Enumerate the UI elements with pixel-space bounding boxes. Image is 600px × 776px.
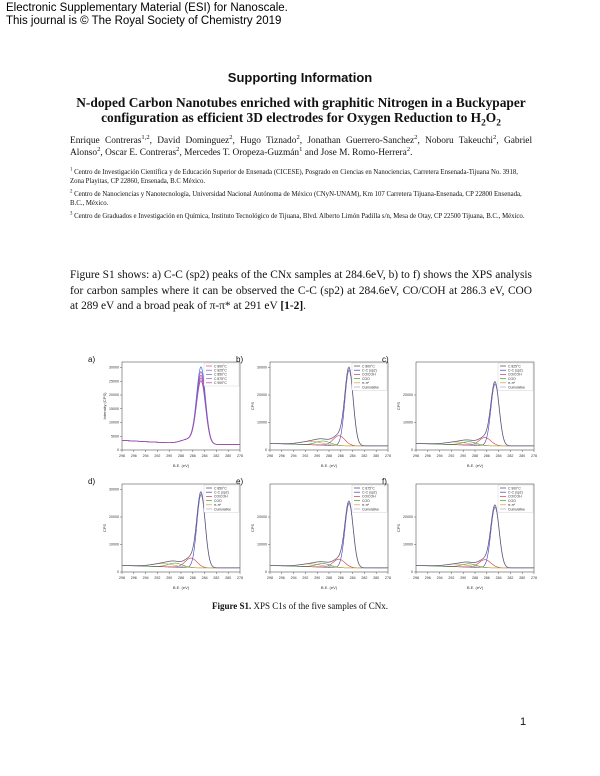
legend-entry: C-C (sp2) <box>362 368 377 373</box>
x-tick-label: 282 <box>361 454 368 458</box>
xps-chart <box>248 356 392 472</box>
legend-entry: C-C (sp2) <box>508 490 523 495</box>
panel-label: c) <box>382 355 389 364</box>
x-tick-label: 278 <box>385 576 391 580</box>
author-affiliation-mark: 2 <box>414 133 418 141</box>
legend-entry: C 875°C <box>214 376 227 381</box>
legend-entry: C-C (sp2) <box>214 490 229 495</box>
x-tick-label: 290 <box>314 454 321 458</box>
affiliation-text: Centro de Investigación Científica y de Educación Superior de Ensenada (CICESE), Posgrado en Ciencias en Nanociencias, Carretera Ensenada-Tijuana No. 3918, Zona Playitas, CP 22860, Ensenada, B.C México. <box>70 169 518 186</box>
author-name: Jose M. Romo-Herrera <box>320 148 407 158</box>
author-name: David Dominguez <box>157 136 230 146</box>
y-tick-label: 0 <box>117 448 119 453</box>
legend-entry: Cumulative <box>508 507 525 512</box>
legend-entry: C 850°C <box>214 372 227 377</box>
panel-label: a) <box>88 355 96 364</box>
legend-entry: π-π* <box>214 503 222 508</box>
x-axis-label: B.E. (eV) <box>172 463 190 468</box>
x-tick-label: 286 <box>337 576 344 580</box>
x-axis-label: B.E. (eV) <box>320 585 338 590</box>
y-tick-label: 0 <box>411 448 413 453</box>
legend-entry: C 825°C <box>214 368 227 373</box>
author-separator: , <box>496 136 504 146</box>
supporting-information-heading: Supporting Information <box>227 70 373 85</box>
affiliation-3 <box>70 212 532 221</box>
x-tick-label: 292 <box>302 576 309 580</box>
x-tick-label: 292 <box>448 576 455 580</box>
author-affiliation-mark: 2 <box>97 145 101 153</box>
xps-chart <box>100 478 244 594</box>
y-tick-label: 0 <box>265 448 267 453</box>
figure-caption <box>0 601 600 611</box>
panel-label: b) <box>236 355 244 364</box>
author-affiliation-mark: 2 <box>296 133 300 141</box>
author-name: Oscar E. Contreras <box>105 148 177 158</box>
author-separator: , <box>299 136 308 146</box>
legend-entry: CO/COH <box>508 494 522 499</box>
x-tick-label: 294 <box>142 454 149 458</box>
x-tick-label: 294 <box>436 576 443 580</box>
x-tick-label: 282 <box>507 454 514 458</box>
x-tick-label: 296 <box>278 454 285 458</box>
author-separator: , <box>149 136 158 146</box>
component-cc-sp2 <box>416 507 534 568</box>
cumulative-fit <box>416 505 534 568</box>
x-tick-label: 284 <box>349 454 356 458</box>
x-tick-label: 298 <box>119 454 125 458</box>
xps-panel-b <box>236 355 392 472</box>
legend-entry: Cumulative <box>508 385 525 390</box>
xps-panel-a <box>88 355 244 472</box>
y-tick-label: 30000 <box>257 365 267 370</box>
legend-entry: C 875°C <box>362 486 375 491</box>
author-name: Jonathan Guerrero-Sanchez <box>307 136 415 146</box>
legend-entry: C 900°C <box>508 486 521 491</box>
header-line-1: Electronic Supplementary Material (ESI) for Nanoscale. <box>6 2 288 14</box>
y-tick-label: 20000 <box>257 515 267 520</box>
page-number: 1 <box>520 716 527 728</box>
body-paragraph <box>70 268 532 315</box>
xps-chart <box>248 478 392 594</box>
author-affiliation-mark: 2 <box>229 133 233 141</box>
legend-entry: COO <box>508 498 516 503</box>
x-tick-label: 288 <box>472 454 478 458</box>
x-tick-label: 286 <box>189 454 196 458</box>
legend-entry: CO/COH <box>362 372 376 377</box>
y-tick-label: 25000 <box>109 379 119 384</box>
legend-entry: C-C (sp2) <box>508 368 523 373</box>
y-tick-label: 10000 <box>109 420 119 425</box>
x-axis-label: B.E. (eV) <box>466 463 484 468</box>
author-affiliation-mark: 1 <box>299 145 303 153</box>
x-axis-label: B.E. (eV) <box>172 585 190 590</box>
paragraph-ref: [1-2] <box>280 300 304 312</box>
xps-panel-f <box>382 477 538 594</box>
x-tick-label: 280 <box>225 576 232 580</box>
x-tick-label: 296 <box>424 454 431 458</box>
author-name: Hugo Tiznado <box>240 136 297 146</box>
legend-entry: COO <box>214 498 222 503</box>
author-list <box>70 135 532 159</box>
y-tick-label: 0 <box>265 570 267 575</box>
x-tick-label: 298 <box>267 454 273 458</box>
xps-chart <box>394 356 538 472</box>
x-tick-label: 298 <box>119 576 125 580</box>
x-tick-label: 280 <box>519 576 526 580</box>
legend-entry: C-C (sp2) <box>362 490 377 495</box>
x-tick-label: 288 <box>326 576 332 580</box>
x-tick-label: 294 <box>290 576 297 580</box>
legend-entry: Cumulative <box>214 507 231 512</box>
legend-entry: Cumulative <box>362 507 379 512</box>
paragraph-text: Figure S1 shows: a) C-C (sp2) peaks of the CNx samples at 284.6eV, b) to f) shows the XPS analysis for carbon samples where it can be observed the C-C (sp2) at 284.6eV, CO/COH at 286.3 eV, COO at 289 eV and a broad peak of π-π* at 291 eV <box>70 269 532 312</box>
x-tick-label: 286 <box>483 576 490 580</box>
title-sub-2: 2 <box>496 118 501 129</box>
y-tick-label: 10000 <box>403 420 413 425</box>
affiliation-text: Centro de Nanociencias y Nanotecnología, Universidad Nacional Autónoma de México (CNyN-UNAM), Km 107 Carretera Tijuana-Ensenada, CP 22800 Ensenada, B.C., México. <box>70 190 522 208</box>
xps-panel-e <box>236 477 392 594</box>
x-tick-label: 298 <box>267 576 273 580</box>
x-tick-label: 284 <box>495 454 502 458</box>
panel-label: d) <box>88 477 96 486</box>
x-tick-label: 284 <box>349 576 356 580</box>
x-tick-label: 296 <box>130 454 137 458</box>
y-axis-label: Intensity (CPS) <box>102 392 107 420</box>
author-separator: and <box>302 148 321 158</box>
cumulative-fit <box>416 382 534 446</box>
y-tick-label: 20000 <box>109 393 119 398</box>
x-tick-label: 290 <box>460 454 467 458</box>
author-affiliation-mark: 1,2 <box>141 133 150 141</box>
x-tick-label: 294 <box>436 454 443 458</box>
x-tick-label: 290 <box>166 454 173 458</box>
x-tick-label: 278 <box>237 454 243 458</box>
x-tick-label: 280 <box>519 454 526 458</box>
y-tick-label: 20000 <box>109 515 119 520</box>
x-tick-label: 282 <box>213 576 220 580</box>
x-tick-label: 284 <box>201 576 208 580</box>
affiliation-number: 3 <box>70 211 73 217</box>
paragraph-end: . <box>303 300 306 312</box>
legend-entry: C 800°C <box>214 364 227 369</box>
author-name: Enrique Contreras <box>70 136 142 146</box>
x-tick-label: 278 <box>531 576 537 580</box>
caption-text: XPS C1s of the five samples of CNx. <box>251 601 389 611</box>
author-name: Gabriel Alonso <box>70 136 533 158</box>
legend-entry: CO/COH <box>508 372 522 377</box>
y-axis-label: CPS <box>250 523 255 533</box>
legend-entry: π-π* <box>508 381 516 386</box>
x-tick-label: 290 <box>314 576 321 580</box>
legend-entry: CO/COH <box>362 494 376 499</box>
x-tick-label: 286 <box>337 454 344 458</box>
affiliation-number: 2 <box>70 189 73 195</box>
x-tick-label: 282 <box>361 576 368 580</box>
x-tick-label: 280 <box>373 454 380 458</box>
caption-label: Figure S1. <box>211 601 252 611</box>
y-tick-label: 0 <box>117 570 119 575</box>
x-tick-label: 280 <box>373 576 380 580</box>
y-tick-label: 10000 <box>109 542 119 547</box>
author-separator: , <box>179 148 185 158</box>
x-tick-label: 292 <box>448 454 455 458</box>
author-affiliation-mark: 2 <box>176 145 180 153</box>
experimental-data <box>416 381 534 446</box>
affiliations <box>70 168 532 224</box>
x-tick-label: 296 <box>130 576 137 580</box>
x-tick-label: 282 <box>507 576 514 580</box>
legend-entry: COO <box>508 376 516 381</box>
x-tick-label: 288 <box>178 454 184 458</box>
x-tick-label: 288 <box>326 454 332 458</box>
panel-label: e) <box>236 477 244 486</box>
x-tick-label: 298 <box>413 454 419 458</box>
author-separator: , <box>100 148 106 158</box>
legend-entry: CO/COH <box>214 494 228 499</box>
x-tick-label: 288 <box>178 576 184 580</box>
x-tick-label: 284 <box>495 576 502 580</box>
author-separator: . <box>410 148 413 158</box>
y-axis-label: CPS <box>250 401 255 411</box>
author-name: Noboru Takeuchi <box>425 136 494 146</box>
author-name: Mercedes T. Oropeza-Guzmán <box>184 148 300 158</box>
xps-panel-c <box>382 355 538 472</box>
x-tick-label: 296 <box>424 576 431 580</box>
x-tick-label: 278 <box>237 576 243 580</box>
x-tick-label: 290 <box>166 576 173 580</box>
y-axis-label: CPS <box>102 523 107 533</box>
title-sub-1: 2 <box>481 118 486 129</box>
legend-entry: C 900°C <box>214 381 227 386</box>
y-tick-label: 0 <box>411 570 413 575</box>
experimental-data <box>416 505 534 568</box>
x-tick-label: 286 <box>483 454 490 458</box>
y-tick-label: 15000 <box>109 406 119 411</box>
series-line <box>122 378 240 445</box>
legend-entry: C 800°C <box>362 364 375 369</box>
legend-entry: COO <box>362 376 370 381</box>
author-affiliation-mark: 2 <box>406 145 411 153</box>
affiliation-text: Centro de Graduados e Investigación en Química, Instituto Tecnológico de Tijuana, Blvd. Alberto Limón Padilla s/n, Mesa de Otay, CP 22500 Tijuana, B.C., México. <box>72 212 525 220</box>
y-tick-label: 20000 <box>403 393 413 398</box>
x-tick-label: 296 <box>278 576 285 580</box>
x-tick-label: 298 <box>413 576 419 580</box>
legend-entry: π-π* <box>508 503 516 508</box>
author-affiliation-mark: 2 <box>493 133 497 141</box>
x-tick-label: 288 <box>472 576 478 580</box>
series-line <box>122 381 240 445</box>
x-tick-label: 292 <box>154 576 161 580</box>
y-tick-label: 5000 <box>111 434 119 439</box>
component-cc-sp2 <box>270 503 388 567</box>
x-tick-label: 292 <box>154 454 161 458</box>
x-axis-label: B.E. (eV) <box>320 463 338 468</box>
header-line-2: This journal is © The Royal Society of Chemistry 2019 <box>6 15 282 27</box>
x-tick-label: 278 <box>385 454 391 458</box>
xps-chart <box>394 478 538 594</box>
legend-entry: COO <box>362 498 370 503</box>
x-tick-label: 278 <box>531 454 537 458</box>
y-tick-label: 20000 <box>257 393 267 398</box>
legend-entry: C 825°C <box>508 364 521 369</box>
y-tick-label: 10000 <box>257 420 267 425</box>
x-tick-label: 286 <box>189 576 196 580</box>
legend-entry: Cumulative <box>362 385 379 390</box>
x-tick-label: 292 <box>302 454 309 458</box>
y-tick-label: 10000 <box>403 542 413 547</box>
affiliation-number: 1 <box>70 167 73 173</box>
author-separator: , <box>417 136 426 146</box>
y-axis-label: CPS <box>396 401 401 411</box>
y-tick-label: 20000 <box>403 515 413 520</box>
y-tick-label: 30000 <box>109 365 119 370</box>
y-tick-label: 30000 <box>109 487 119 492</box>
title-o: O <box>485 110 497 125</box>
x-tick-label: 294 <box>290 454 297 458</box>
x-axis-label: B.E. (eV) <box>466 585 484 590</box>
x-tick-label: 294 <box>142 576 149 580</box>
paper-title <box>70 95 532 129</box>
y-tick-label: 10000 <box>257 542 267 547</box>
legend-entry: π-π* <box>362 381 370 386</box>
title-main: N-doped Carbon Nanotubes enriched with graphitic Nitrogen in a Buckypaper configuration as efficient 3D electrodes for Oxygen Reduction to H <box>76 95 526 125</box>
xps-chart <box>100 356 244 472</box>
x-tick-label: 282 <box>213 454 220 458</box>
panel-label: f) <box>382 477 387 486</box>
legend-entry: π-π* <box>362 503 370 508</box>
affiliation-2 <box>70 190 532 209</box>
x-tick-label: 280 <box>225 454 232 458</box>
y-axis-label: CPS <box>396 523 401 533</box>
xps-panel-d <box>88 477 244 594</box>
component-cc-sp2 <box>416 384 534 446</box>
x-tick-label: 284 <box>201 454 208 458</box>
journal-header <box>6 2 288 28</box>
x-tick-label: 290 <box>460 576 467 580</box>
legend-entry: C 850°C <box>214 486 227 491</box>
author-separator: , <box>232 136 241 146</box>
affiliation-1 <box>70 168 532 187</box>
